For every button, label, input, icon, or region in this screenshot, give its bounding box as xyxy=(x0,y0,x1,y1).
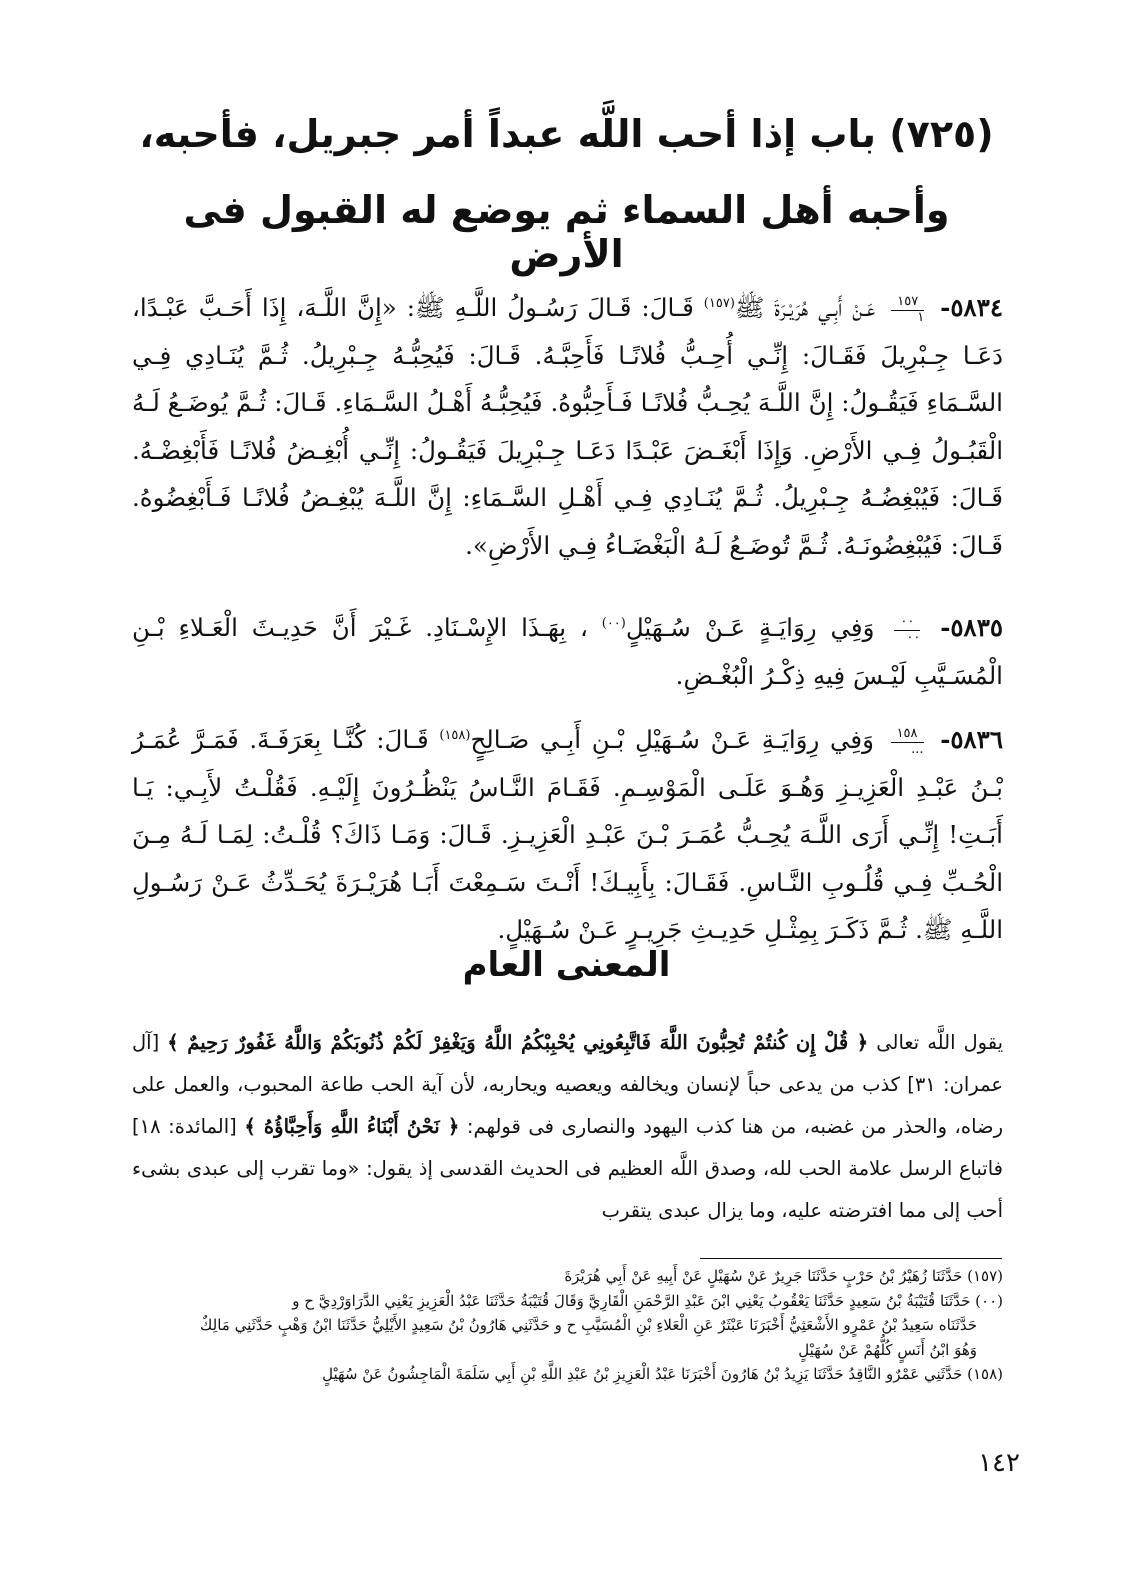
footnote-00 xyxy=(200,1289,1003,1363)
hadith-text-a: وَفِي رِوَايَـةِ عَـنْ سُـهَيْلِ بْـنِ أَبِـي صَـالِحٍ xyxy=(470,725,874,755)
footnote-mark: (١٥٨) xyxy=(967,1365,1003,1383)
footnote-mark: (١٥٧) xyxy=(967,1267,1003,1285)
chapter-title-line2: وأحبه أهل السماء ثم يوضع له القبول فى الأرض xyxy=(183,188,950,276)
footnote-ref: (٠٠) xyxy=(601,616,626,631)
footnote-ref: (١٥٧) xyxy=(703,296,735,311)
fraction-top: ١٥٨ xyxy=(891,727,924,743)
hadith-5834 xyxy=(132,280,1003,569)
fraction-bottom: ... xyxy=(911,742,924,758)
footnote-157 xyxy=(200,1264,1003,1289)
footnote-158 xyxy=(200,1362,1003,1387)
hadith-number: ٥٨٣٦- xyxy=(940,725,1003,755)
quran-verse: ﴿ قُلْ إِن كُنتُمْ تُحِبُّونَ اللَّهَ فَاتَّبِعُونِي يُحْبِبْكُمُ اللَّهُ وَيَغْفِرْ لَكُمْ ذُنُوبَكُمْ وَاللَّهُ غَفُورٌ رَحِيمٌ ﴾ xyxy=(167,1031,869,1054)
paragraph-text: يقول اللَّه تعالى xyxy=(876,1031,1004,1054)
hadith-fraction xyxy=(891,727,924,756)
hadith-text-b: قَـالَ: كُنَّـا بِعَرَفَـةَ. فَمَـرَّ عُمَـرُ بْـنُ عَبْـدِ الْعَزِيـزِ وَهُـوَ عَلَـى الْمَوْسِـمِ. فَقَـامَ النَّـاسُ يَنْظُـرُونَ إِلَيْـهِ. فَقُلْـتُ لأَبِـي: يَـا أَبَـتِ! إِنِّـي أَرَى اللَّـهَ يُحِـبُّ عُمَـرَ بْـنَ عَبْـدِ الْعَزِيـزِ. قَـالَ: وَمَـا ذَاكَ؟ قُلْـتُ: لِمَـا لَـهُ مِـنَ الْحُـبِّ فِـي قُلُـوبِ النَّـاسِ. فَقَـالَ: بِأَبِيـكَ! أَنْـتَ سَـمِعْتَ أَبَـا هُرَيْـرَةَ يُحَـدِّثُ عَـنْ رَسُـولِ اللَّـهِ ﷺ. ثُـمَّ ذَكَـرَ بِمِثْـلِ حَدِيـثِ جَرِيـرٍ عَـنْ سُـهَيْلٍ. xyxy=(132,725,1003,945)
hadith-number: ٥٨٣٥- xyxy=(940,613,1004,643)
chapter-title-line1: (٧٢٥) باب إذا أحب اللَّه عبداً أمر جبريل، فأحبه، xyxy=(139,112,994,156)
hadith-text-a: عَـنْ أَبِـي هُرَيْـرَةَ ﷺ xyxy=(734,293,876,323)
hadith-5836 xyxy=(132,712,1003,954)
hadith-text-a: وَفِي رِوَايَـةٍ عَـنْ سُـهَيْلٍ xyxy=(625,613,875,643)
footnote-text-continued: حَدَّثَنَاه سَعِيدُ بْنُ عَمْرٍو الأَشْعَثِيُّ أَخْبَرَنَا عَبْثَرٌ عَنِ الْعَلاءِ بْنِ الْمُسَيَّبِ ح و حَدَّثَنِي هَارُونُ بْنُ سَعِيدٍ الأَيْلِيُّ حَدَّثَنَا ابْنُ وَهْبٍ حَدَّثَنِي مَالِكٌ وَهُوَ ابْنُ أَنَسٍ كُلُّهُمْ عَنْ سُهَيْلٍ xyxy=(200,1316,977,1359)
hadith-text-b: قَـالَ: قَـالَ رَسُـولُ اللَّـهِ ﷺ: «إِنَّ اللَّـهَ، إِذَا أَحَـبَّ عَبْـدًا، دَعَـا جِـبْرِيلَ فَقَـالَ: إِنِّـي أُحِـبُّ فُلانًـا فَأَحِبَّـهُ. قَـالَ: فَيُحِبُّـهُ جِـبْرِيلُ. ثُـمَّ يُنَـادِي فِـي السَّـمَاءِ فَيَقُـولُ: إِنَّ اللَّـهَ يُحِـبُّ فُلانًـا فَـأَحِبُّوهُ. فَيُحِبُّـهُ أَهْـلُ السَّـمَاءِ. قَـالَ: ثُـمَّ يُوضَـعُ لَـهُ الْقَبُـولُ فِـي الأَرْضِ. وَإِذَا أَبْغَـضَ عَبْـدًا دَعَـا جِـبْرِيلَ فَيَقُـولُ: إِنِّـي أُبْغِـضُ فُلانًـا فَأَبْغِضْـهُ. قَـالَ: فَيُبْغِضُـهُ جِـبْرِيلُ. ثُـمَّ يُنَـادِي فِـي أَهْـلِ السَّـمَاءِ: إِنَّ اللَّـهَ يُبْغِـضُ فُلانًـا فَـأَبْغِضُوهُ. قَـالَ: فَيُبْغِضُونَـهُ. ثُـمَّ تُوضَـعُ لَـهُ الْبَغْضَـاءُ فِـي الأَرْضِ». xyxy=(132,293,1003,560)
hadith-text-b: ، بِهَـذَا الإِسْـنَادِ. غَـيْرَ أَنَّ حَدِيـثَ الْعَـلاءِ بْـنِ الْمُسَـيَّبِ لَيْـسَ فِيهِ ذِكْـرُ الْبُغْـضِ. xyxy=(132,613,1003,690)
fraction-bottom: ٠٠ xyxy=(906,630,921,646)
fraction-top: ١٥٧ xyxy=(891,295,924,311)
paragraph-text: [المائدة: ١٨] فاتباع الرسل علامة الحب لله، وصدق اللَّه العظيم فى الحديث القدسى إذ يقول: «وما تقرب إلى عبدى بشىء أحب إلى مما افترضته عليه، وما يزال عبدى يتقرب xyxy=(132,1115,1003,1222)
footnote-divider xyxy=(700,1258,1002,1259)
footnote-ref: (١٥٨) xyxy=(439,728,471,743)
hadith-fraction xyxy=(894,615,920,644)
footnote-mark: (٠٠) xyxy=(975,1291,1003,1310)
fraction-top: ٠٠ xyxy=(894,615,920,631)
paragraph-text: [آل عمران: ٣١] كذب من يدعى حباً لإنسان ويخالفه ويعصيه ويحاربه، لأن آية الحب طاعة المحبوب، والعمل على رضاه، والحذر من غضبه، من هنا كذب اليهود والنصارى فى قولهم: xyxy=(132,1031,1003,1138)
footnote-text: حَدَّثَنَا قُتَيْبَةُ بْنُ سَعِيدٍ حَدَّثَنَا يَعْقُوبُ يَعْنِي ابْنَ عَبْدِ الرَّحْمَنِ الْقَارِيَّ وَقَالَ قُتَيْبَةُ حَدَّثَنَا عَبْدُ الْعَزِيزِ يَعْنِي الدَّرَاوَرْدِيَّ ح و xyxy=(292,1291,971,1310)
general-meaning-paragraph xyxy=(132,1022,1003,1232)
hadith-number: ٥٨٣٤- xyxy=(940,293,1003,323)
quran-verse: ﴿ نَحْنُ أَبْنَاءُ اللَّهِ وَأَحِبَّاؤُهُ ﴾ xyxy=(244,1115,460,1138)
footnotes xyxy=(200,1264,1003,1387)
fraction-bottom: ١ xyxy=(917,310,925,326)
section-heading: المعنى العام xyxy=(462,945,671,985)
page-number: ١٤٢ xyxy=(978,1448,1020,1478)
footnote-text: حَدَّثَنَا زُهَيْرُ بْنُ حَرْبٍ حَدَّثَنَا جَرِيرٌ عَنْ سُهَيْلٍ عَنْ أَبِيهِ عَنْ أَبِي هُرَيْرَةَ xyxy=(564,1267,963,1285)
hadith-5835 xyxy=(132,600,1003,699)
hadith-fraction xyxy=(891,295,924,324)
footnote-text: حَدَّثَنِي عَمْرٌو النَّاقِدُ حَدَّثَنَا يَزِيدُ بْنُ هَارُونَ أَخْبَرَنَا عَبْدُ الْعَزِيزِ بْنُ عَبْدِ اللَّهِ بْنِ أَبِي سَلَمَةَ الْمَاجِشُونُ عَنْ سُهَيْلٍ xyxy=(322,1365,963,1383)
